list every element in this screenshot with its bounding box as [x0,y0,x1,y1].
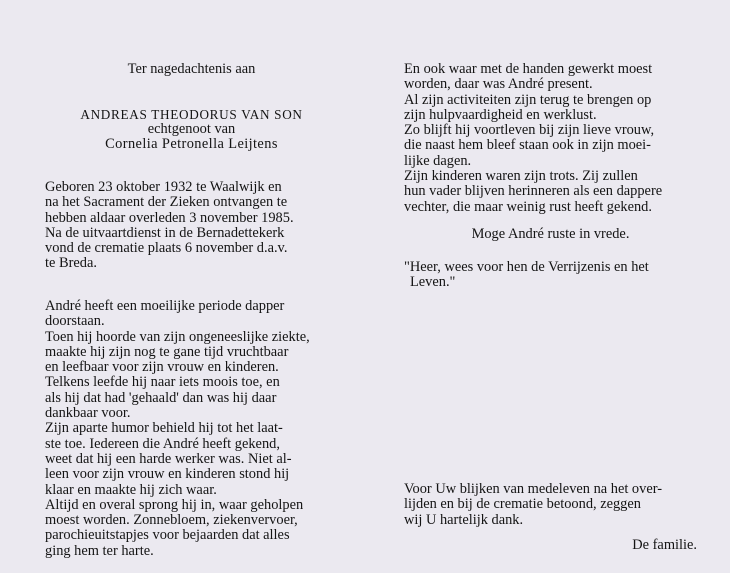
text-line: lijden en bij de crematie betoond, zeggen [404,496,641,513]
text-line: hun vader blijven herinneren als een dappere [404,183,663,200]
text-line: moest worden. Zonnebloem, ziekenvervoer, [45,512,298,529]
text-line: weet dat hij een harde werker was. Niet al- [45,450,292,467]
text-line: wij U hartelijk dank. [404,511,524,528]
text-line: na het Sacrament der Zieken ontvangen te [45,194,288,211]
biography-paragraph [45,180,338,272]
text-line: als hij dat had 'gehaald' dan was hij daar [45,389,277,406]
text-line: zijn hulpvaardigheid en werklust. [404,106,597,123]
thanks-paragraph [404,482,697,528]
right-column [404,0,697,573]
text-line: Altijd en overal sprong hij in, waar geholpen [45,496,304,513]
relation-text: echtgenoot van [147,121,236,137]
text-line: Telkens leefde hij naar iets moois toe, en [45,374,280,391]
text-line: Zo blijft hij voortleven bij zijn lieve vrouw, [404,122,655,139]
text-line: worden, daar was André present. [404,76,593,93]
text-line: Al zijn activiteiten zijn terug te brengen op [404,91,652,108]
text-line: "Heer, wees voor hen de Verrijzenis en het [404,259,649,275]
text-line: Geboren 23 oktober 1932 te Waalwijk en [45,179,282,195]
text-line: die naast hem bleef staan ook in zijn moei- [404,137,651,154]
deceased-name: ANDREAS THEODORUS VAN SON [80,107,303,122]
text-line: En ook waar met de handen gewerkt moest [404,61,653,77]
text-line: dankbaar voor. [45,405,131,422]
text-line: ste toe. Iedereen die André heeft gekend, [45,435,280,452]
text-line: Zijn aparte humor behield hij tot het laat- [45,420,283,437]
tribute-continued-paragraph [404,62,697,215]
spouse-name: Cornelia Petronella Leijtens [105,136,278,152]
text-line: hebben aldaar overleden 3 november 1985. [45,209,294,226]
text-line: lijke dagen. [404,152,472,169]
text-line: te Breda. [45,255,97,272]
text-line: Toen hij hoorde van zijn ongeneeslijke ziekte, [45,328,310,345]
text-line: vond de crematie plaats 6 november d.a.v. [45,240,288,257]
text-line: Zijn kinderen waren zijn trots. Zij zullen [404,168,638,185]
text-line: Voor Uw blijken van medeleven na het over- [404,481,662,497]
text-line: ging hem ter harte. [45,542,154,559]
text-line: en leefbaar voor zijn vrouw en kinderen. [45,359,279,376]
signature: De familie. [632,537,697,553]
text-line: Leven." [410,274,456,291]
text-line: vechter, die maar weinig rust heeft gekend. [404,198,652,215]
text-line: parochieuitstapjes voor bejaarden dat alles [45,527,290,544]
text-line: klaar en maakte hij zich waar. [45,481,217,498]
tribute-paragraph [45,299,338,559]
left-column [45,0,338,573]
text-line: André heeft een moeilijke periode dapper [45,298,285,314]
text-line: maakte hij zijn nog te gane tijd vruchtbaar [45,343,289,360]
text-line: leen voor zijn vrouw en kinderen stond hij [45,466,290,483]
rest-in-peace-line: Moge André ruste in vrede. [471,226,630,242]
prayer-quote [404,260,697,291]
text-line: Na de uitvaartdienst in de Bernadettekerk [45,224,285,241]
heading: Ter nagedachtenis aan [127,61,256,77]
text-line: doorstaan. [45,313,105,330]
